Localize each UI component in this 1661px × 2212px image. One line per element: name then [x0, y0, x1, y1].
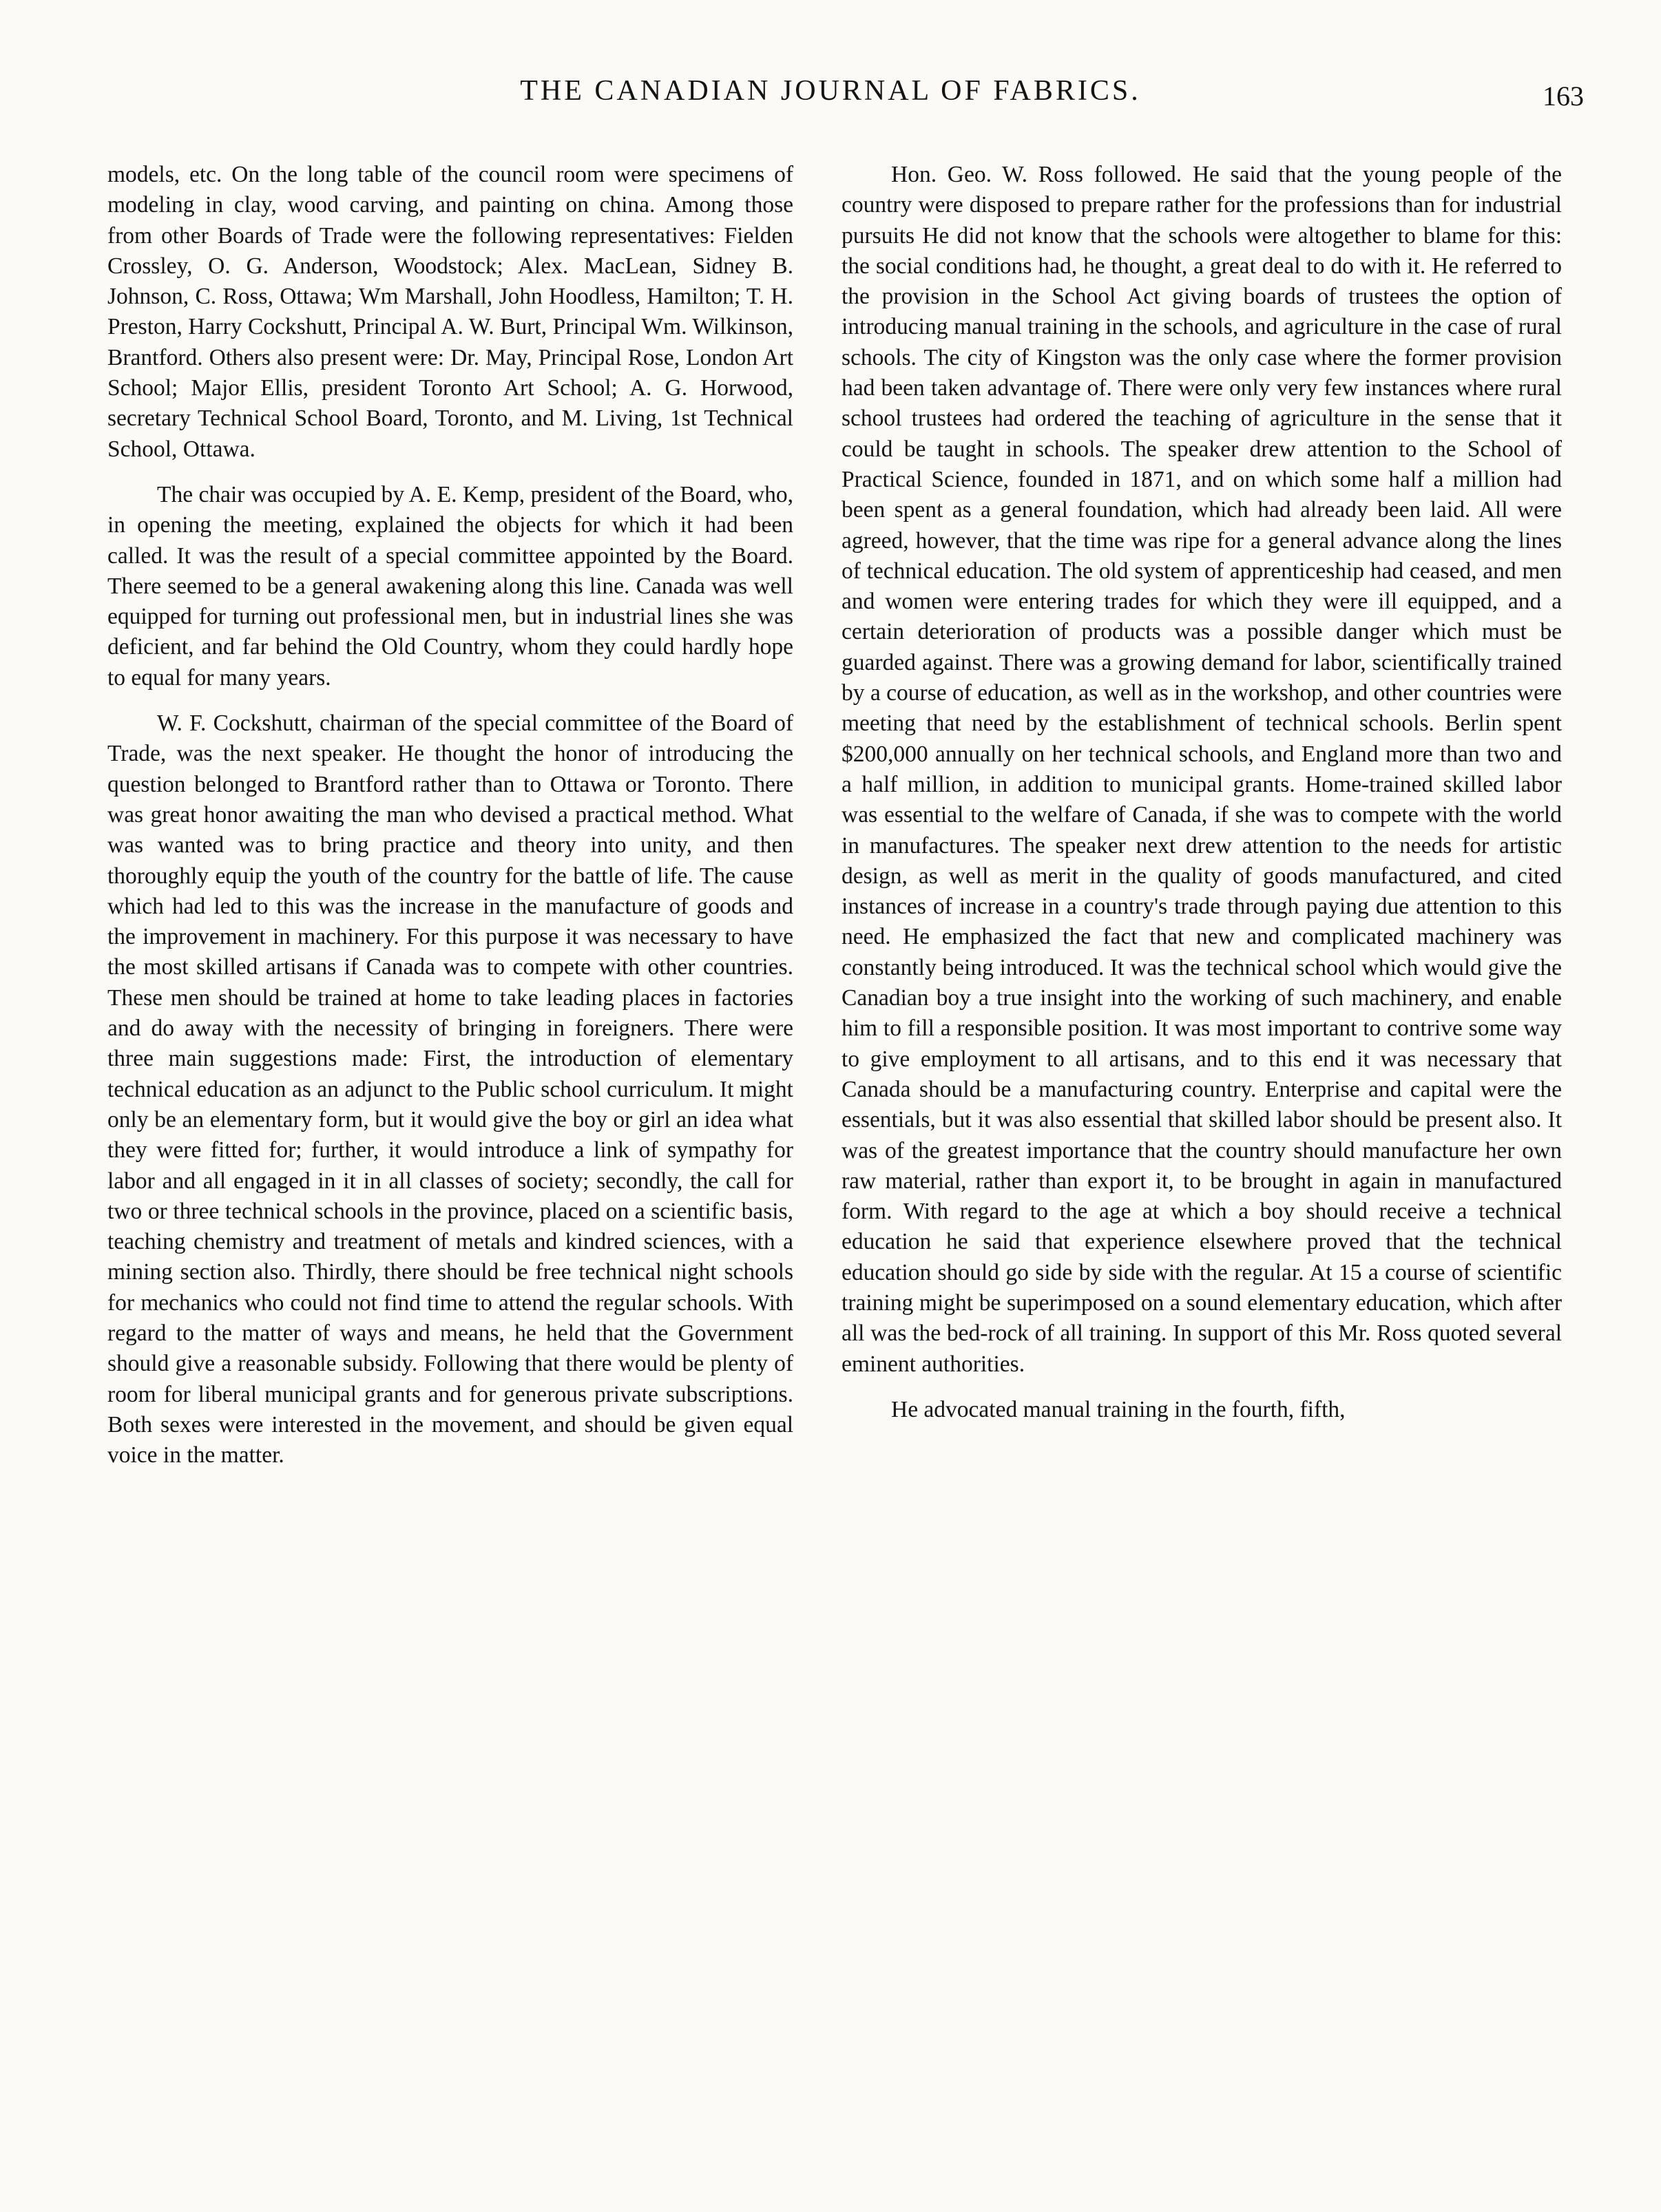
running-title: THE CANADIAN JOURNAL OF FABRICS. — [520, 75, 1141, 107]
paragraph-chair-kemp: The chair was occupied by A. E. Kemp, president of the Board, who, in opening the meeting, explained the objects for which it had been called. It was the result of a special committee appointed by the Board. There seemed to be a general awakening along this line. Canada was well equipped for turning out professional men, but in industrial lines she was deficient, and far behind the Old Country, whom they could hardly hope to equal for many years. — [107, 481, 793, 691]
left-column — [107, 160, 793, 1486]
paragraph-manual-training: He advocated manual training in the fourth, fifth, — [891, 1396, 1346, 1422]
paragraph-cockshutt: W. F. Cockshutt, chairman of the special committee of the Board of Trade, was the next speaker. He thought the honor of introducing the question belonged to Brantford rather than to Ottawa or Toronto. There was great honor awaiting the man who devised a practical method. What was wanted was to bring practice and theory into unity, and then thoroughly equip the youth of the country for the battle of life. The cause which had led to this was the increase in the manufacture of goods and the improvement in machinery. For this purpose it was necessary to have the most skilled artisans if Canada was to compete with other countries. These men should be trained at home to take leading places in factories and do away with the necessity of bringing in foreigners. There were three main suggestions made: First, the introduction of elementary technical education as an adjunct to the Public school curriculum. It might only be an elementary form, but it would give the boy or girl an idea what they were fitted for; further, it would introduce a link of sympathy for labor and all engaged in it in all classes of society; secondly, the call for two or three technical schools in the province, placed on a scientific basis, teaching chemistry and treatment of metals and kindred sciences, with a mining section also. Thirdly, there should be free technical night schools for mechanics who could not find time to attend the regular schools. With regard to the matter of ways and means, he held that the Government should give a reasonable subsidy. Following that there would be plenty of room for liberal municipal grants and for generous private subscriptions. Both sexes were interested in the movement, and should be given equal voice in the matter. — [107, 710, 793, 1468]
page-number: 163 — [1543, 81, 1584, 112]
paragraph-continued-models: models, etc. On the long table of the council room were specimens of modeling in clay, wood carving, and painting on china. Among those from other Boards of Trade were the following representatives: Fielden Crossley, O. G. Anderson, Woodstock; Alex. MacLean, Sidney B. Johnson, C. Ross, Ottawa; Wm Marshall, John Hoodless, Hamilton; T. H. Preston, Harry Cockshutt, Principal A. W. Burt, Principal Wm. Wilkinson, Brantford. Others also present were: Dr. May, Principal Rose, London Art School; Major Ellis, president Toronto Art School; A. G. Horwood, secretary Technical School Board, Toronto, and M. Living, 1st Technical School, Ottawa. — [107, 162, 793, 462]
paragraph-ross: Hon. Geo. W. Ross followed. He said that the young people of the country were disposed to prepare rather for the professions than for industrial pursuits He did not know that the schools were altogether to blame for this: the social conditions had, he thought, a great deal to do with it. He referred to the provision in the School Act giving boards of trustees the option of introducing manual training in the schools, and agriculture in the case of rural schools. The city of Kingston was the only case where the former provision had been taken advantage of. There were only very few instances where rural school trustees had ordered the teaching of agriculture in the sense that it could be taught in schools. The speaker drew attention to the School of Practical Science, founded in 1871, and on which some half a million had been spent as a general foundation, which had already been laid. All were agreed, however, that the time was ripe for a general advance along the lines of technical education. The old system of apprenticeship had ceased, and men and women were entering trades for which they were ill equipped, and a certain deterioration of products was a possible danger which must be guarded against. There was a growing demand for labor, scientifically trained by a course of education, as well as in the workshop, and other countries were meeting that need by the establishment of technical schools. Berlin spent $200,000 annually on her technical schools, and England more than two and a half million, in addition to municipal grants. Home-trained skilled labor was essential to the welfare of Canada, if she was to compete with the world in manufactures. The speaker next drew attention to the needs for artistic design, as well as merit in the quality of goods manufactured, and cited instances of increase in a country's trade through paying due attention to this need. He emphasized the fact that new and complicated machinery was constantly being introduced. It was the technical school which would give the Canadian boy a true insight into the working of such machinery, and enable him to fill a responsible position. It was most important to contrive some way to give employment to all artisans, and to this end it was necessary that Canada should be a manufacturing country. Enterprise and capital were the essentials, but it was also essential that skilled labor should be present also. It was of the greatest importance that the country should manufacture her own raw material, rather than export it, to be brought in again in manufactured form. With regard to the age at which a boy should receive a technical education he said that experience elsewhere proved that the technical education should go side by side with the regular. At 15 a course of scientific training might be superimposed on a sound elementary education, which after all was the bed-rock of all training. In support of this Mr. Ross quoted several eminent authorities. — [842, 162, 1562, 1377]
right-column — [842, 160, 1562, 1440]
